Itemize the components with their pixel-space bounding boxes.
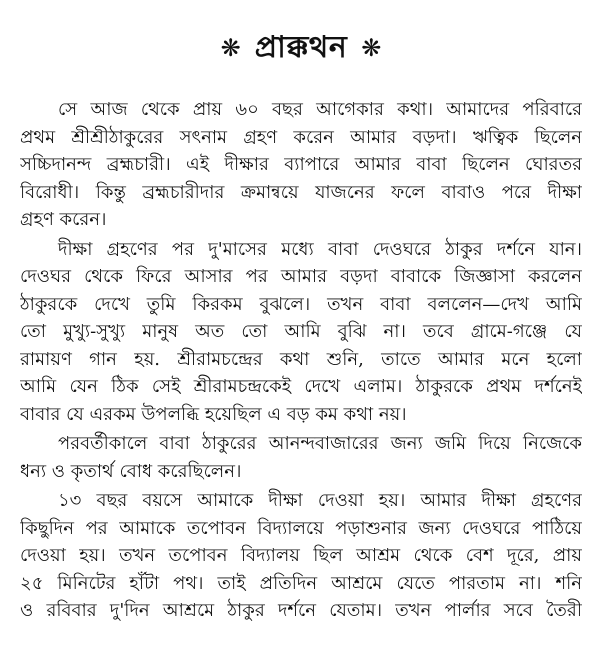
- text-line: ঠাকুরকে দেখে তুমি কিরকম বুঝলে। তখন বাবা বললেন—দেখ আমি: [20, 293, 582, 315]
- text-line: ও রবিবার দু'দিন আশ্রমে ঠাকুর দর্শনে যেতাম। তখন পার্লার সবে তৈরী: [20, 600, 582, 621]
- text-line: তো মুখ্যু-সুখ্যু মানুষ অত তো আমি বুঝি না। তবে গ্রামে-গঞ্জে যে: [20, 321, 582, 342]
- text-line: ধন্য ও কৃতার্থ বোধ করেছিলেন।: [20, 460, 242, 482]
- paragraph-2: [20, 236, 582, 429]
- flower-ornament-icon: ❋: [220, 34, 241, 62]
- text-line: পরবর্তীকালে বাবা ঠাকুরের আনন্দবাজারের জন্য জমি দিয়ে নিজেকে: [58, 433, 582, 454]
- text-line: সে আজ থেকে প্রায় ৬০ বছর আগেকার কথা। আমাদের পরিবারে: [58, 99, 582, 120]
- paragraph-1: [20, 96, 582, 234]
- text-line: দেওঘর থেকে ফিরে আসার পর আমার বড়দা বাবাকে জিজ্ঞাসা করলেন: [20, 266, 582, 287]
- text-line: বিরোধী। কিন্তু ব্রহ্মচারীদার ক্রমান্বয়ে যাজনের ফলে বাবাও পরে দীক্ষা: [20, 181, 582, 203]
- text-line: প্রথম শ্রীশ্রীঠাকুরের সৎনাম গ্রহণ করেন আমার বড়দা। ঋত্বিক ছিলেন: [20, 126, 582, 148]
- text-line: কিছুদিন পর আমাকে তপোবন বিদ্যালয়ে পড়াশুনার জন্য দেওঘরে পাঠিয়ে: [20, 517, 582, 539]
- text-line: ১৩ বছর বয়সে আমাকে দীক্ষা দেওয়া হয়। আমার দীক্ষা গ্রহণের: [58, 490, 582, 511]
- text-line: সচ্চিদানন্দ ব্রহ্মচারী। এই দীক্ষার ব্যাপারে আমার বাবা ছিলেন ঘোরতর: [20, 154, 582, 175]
- text-line: বাবার যে এরকম উপলব্ধি হয়েছিল এ বড় কম কথা নয়।: [20, 403, 407, 425]
- text-line: দীক্ষা গ্রহণের পর দু'মাসের মধ্যে বাবা দেওঘরে ঠাকুর দর্শনে যান।: [58, 238, 582, 260]
- paragraph-3: [20, 430, 582, 485]
- title-row: [20, 0, 582, 96]
- text-line: গ্রহণ করেন।: [20, 209, 107, 230]
- page-title: প্রাক্কথন: [254, 30, 348, 65]
- paragraph-4: [20, 487, 582, 625]
- text-line: রামায়ণ গান হয়. শ্রীরামচন্দ্রের কথা শুনি, তাতে আমার মনে হলো: [20, 348, 582, 370]
- text-line: আমি যেন ঠিক সেই শ্রীরামচন্দ্রকেই দেখে এলাম। ঠাকুরকে প্রথম দর্শনেই: [20, 376, 582, 397]
- text-line: দেওয়া হয়। তখন তপোবন বিদ্যালয় ছিল আশ্রম থেকে বেশ দূরে, প্রায়: [20, 545, 582, 566]
- text-line: ২৫ মিনিটের হাঁটা পথ। তাই প্রতিদিন আশ্রমে যেতে পারতাম না। শনি: [20, 572, 582, 594]
- flower-ornament-icon: ❋: [361, 34, 382, 62]
